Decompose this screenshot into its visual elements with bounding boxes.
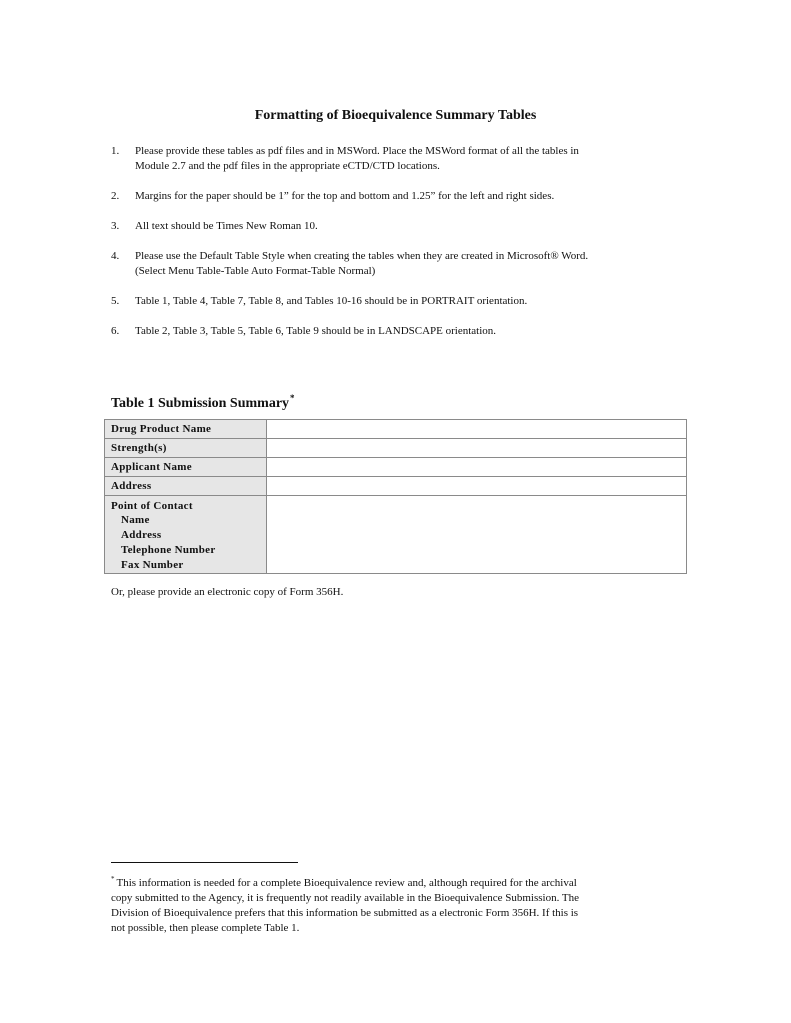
drug-product-name-cell bbox=[267, 420, 687, 439]
row-label: Address bbox=[105, 477, 267, 496]
footnote-text: This information is needed for a complete Bioequivalence review and, although required for the archival bbox=[116, 877, 577, 889]
instruction-item bbox=[111, 249, 681, 279]
point-of-contact-cell bbox=[267, 496, 687, 574]
instruction-number: 1. bbox=[111, 145, 120, 157]
contact-sub-label: Name bbox=[121, 514, 150, 526]
instruction-item bbox=[111, 189, 681, 204]
instruction-item bbox=[111, 219, 681, 234]
instruction-number: 4. bbox=[111, 250, 120, 262]
footnote-line: Division of Bioequivalence prefers that this information be submitted as a electronic Form 356H. If this is bbox=[111, 907, 579, 919]
footnote-line: not possible, then please complete Table 1. bbox=[111, 922, 300, 934]
instruction-number: 3. bbox=[111, 220, 120, 232]
page-title: Formatting of Bioequivalence Summary Tables bbox=[254, 108, 537, 123]
instruction-text: (Select Menu Table-Table Auto Format-Table Normal) bbox=[135, 265, 376, 277]
contact-sub-label: Fax Number bbox=[121, 559, 184, 571]
contact-sub-label: Telephone Number bbox=[121, 544, 216, 556]
instruction-item bbox=[111, 294, 681, 309]
instruction-text: Margins for the paper should be 1” for the top and bottom and 1.25” for the left and right sides. bbox=[135, 190, 555, 202]
instruction-text: Table 2, Table 3, Table 5, Table 6, Table 9 should be in LANDSCAPE orientation. bbox=[135, 325, 497, 337]
applicant-name-cell bbox=[267, 458, 687, 477]
instruction-number: 2. bbox=[111, 190, 120, 202]
row-label: Point of Contact bbox=[111, 500, 193, 512]
table-row bbox=[105, 458, 687, 477]
table-row bbox=[105, 477, 687, 496]
instruction-text: Module 2.7 and the pdf files in the appropriate eCTD/CTD locations. bbox=[135, 160, 440, 172]
footnote-divider bbox=[111, 862, 298, 863]
footnote-marker: * bbox=[290, 393, 295, 403]
instruction-number: 5. bbox=[111, 295, 120, 307]
table-heading-text: Table 1 Submission Summary bbox=[111, 396, 290, 411]
strength-cell bbox=[267, 439, 687, 458]
row-label: Applicant Name bbox=[105, 458, 267, 477]
instruction-text: Please provide these tables as pdf files and in MSWord. Place the MSWord format of all the tables in bbox=[135, 145, 579, 157]
submission-summary-table bbox=[104, 419, 687, 574]
instruction-item bbox=[111, 324, 681, 339]
instruction-number: 6. bbox=[111, 325, 120, 337]
address-cell bbox=[267, 477, 687, 496]
instruction-text: Please use the Default Table Style when creating the tables when they are created in Microsoft® Word. bbox=[135, 250, 589, 262]
footnote-line: copy submitted to the Agency, it is frequently not readily available in the Bioequivalence Submission. The bbox=[111, 892, 580, 904]
point-of-contact-label bbox=[105, 496, 267, 574]
instruction-text: All text should be Times New Roman 10. bbox=[135, 220, 318, 232]
instruction-item bbox=[111, 144, 681, 174]
table-row bbox=[105, 420, 687, 439]
row-label: Strength(s) bbox=[105, 439, 267, 458]
form-356h-note: Or, please provide an electronic copy of Form 356H. bbox=[111, 586, 344, 598]
instruction-list bbox=[111, 144, 681, 354]
table-row bbox=[105, 439, 687, 458]
footnote-line bbox=[111, 872, 686, 891]
footnote-marker: * bbox=[111, 875, 115, 883]
table-row bbox=[105, 496, 687, 574]
instruction-text: Table 1, Table 4, Table 7, Table 8, and Tables 10-16 should be in PORTRAIT orientation. bbox=[135, 295, 528, 307]
contact-sub-label: Address bbox=[121, 529, 162, 541]
footnote bbox=[111, 872, 686, 936]
row-label: Drug Product Name bbox=[105, 420, 267, 439]
table-heading bbox=[111, 393, 295, 412]
